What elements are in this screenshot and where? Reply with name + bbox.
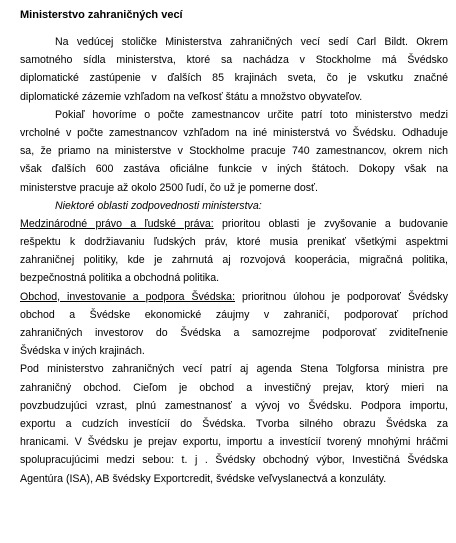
text-line: Pod ministerstvo zahraničných vecí patrí aj agenda Stena Tolgforsa ministra pre [20,363,448,376]
document-title: Ministerstvo zahraničných vecí [20,9,183,21]
area-human-rights [20,215,448,288]
text-line: však ďalších 600 zastáva oficiálne funkcie v iných štátoch. Dokopy však na [20,163,448,176]
text-line: Agentúra (ISA), AB švédsky Exportcredit, švédske veľvyslanectvá a konzuláty. [20,472,387,485]
area-label: Obchod, investovanie a podpora Švédska: [20,290,236,303]
text-line: hranicami. V Švédsku je prejav exportu, importu a investícií tvorený mnohými hráčmi [20,436,448,449]
text-line: samotného sídla ministerstva, ktoré sa nachádza v Stockholme má Švédsko [20,54,448,67]
text-line: exportu a cudzích investícií do Švédska. Tvorba silného obrazu Švédska za [20,417,448,430]
paragraph-foreign-trade [20,360,448,487]
paragraph-employees [20,106,448,197]
area-text: prioritnou úlohou je podporovať Švédsky [235,290,449,303]
text-line: povzbudzujúci vzrast, plnú zamestnanosť a vývoj vo Švédsku. Podpora importu, [20,399,448,412]
text-line: diplomatické zázemie vzhľadom na veľkosť štátu a množstvo obyvateľov. [20,90,363,103]
text-line: Švédska v iných krajinách. [20,345,145,358]
section-intro: Niektoré oblasti zodpovednosti ministerstva: [55,199,262,212]
text-line: Na vedúcej stoličke Ministerstva zahraničných vecí sedí Carl Bildt. Okrem [55,36,448,48]
text-line [20,288,448,306]
text-line: vrcholné v počte zamestnancov vzhľadom na iné ministerstvá vo Švédsku. Odhaduje [20,126,448,139]
text-line: zahraničných investorov do Švédska a samozrejme podporovať zviditeľnenie [20,327,448,339]
text-line: zahraničný obchod. Cieľom je obchod a investičný prejav, ktorý mieri na [20,381,448,394]
text-line: obchod a Švédske ekonomické záujmy v zahraničí, podporovať príchod [20,308,448,321]
text-line: diplomatické zastúpenie v ďalších 85 krajinách sveta, čo je vskutku značné [20,72,448,85]
area-trade [20,288,448,361]
text-line: spolupracujúcimi medzi sebou: t. j . Švédsky obchodný výbor, Investičná Švédska [20,454,448,467]
paragraph-embassies [20,33,448,106]
text-line [20,215,448,233]
text-line: zahraničnej politiky, kde je zahrnutá aj rozvojová kooperácia, migračná politika, [20,254,448,267]
text-line: sa, že priamo na ministerstve v Stockholme pracuje 740 zamestnancov, okrem nich [20,145,448,158]
text-line: rešpektu k dodržiavaniu ľudských práv, ktoré musia prenikať všetkými aspektmi [20,236,448,249]
area-text: prioritou oblasti je zvyšovanie a budovanie [213,217,448,230]
text-line: Pokiaľ hovoríme o počte zamestnancov určite patrí toto ministerstvo medzi [55,108,448,121]
text-line: bezpečnostná politika a obchodná politika. [20,272,220,285]
text-line: ministerstve pracuje až okolo 2500 ľudí, čo už je pomerne dosť. [20,181,318,194]
document-page [20,8,448,488]
area-label: Medzinárodné právo a ľudské práva: [20,217,214,230]
